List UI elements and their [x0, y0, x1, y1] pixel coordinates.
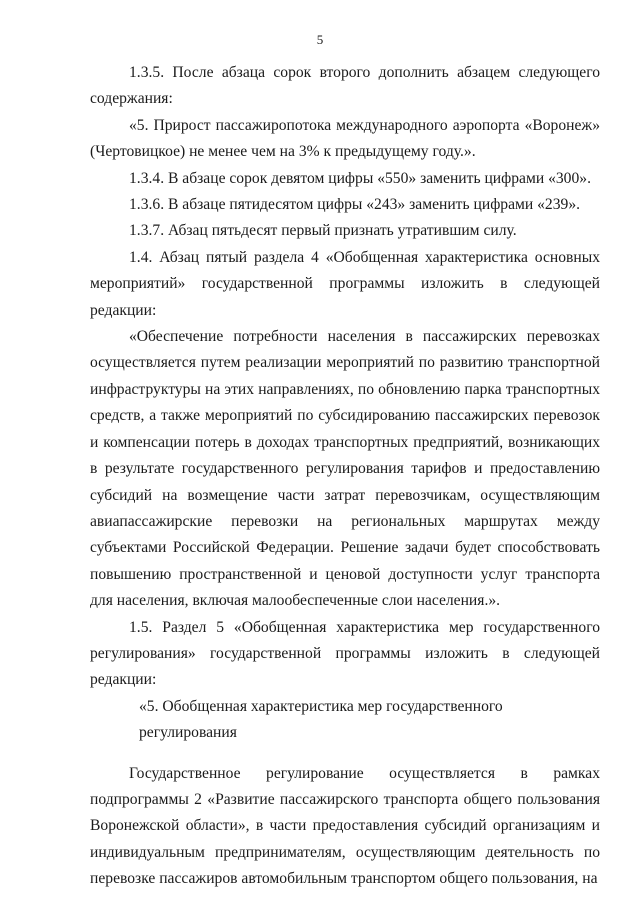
section-heading: «5. Обобщенная характеристика мер государственного регулирования	[139, 697, 503, 742]
paragraph-1-5: 1.5. Раздел 5 «Обобщенная характеристика мер государственного регулирования» государственной программы изложить в следующей редакции:	[90, 618, 600, 689]
paragraph-1-4: 1.4. Абзац пятый раздела 4 «Обобщенная характеристика основных мероприятий» государственной программы изложить в следующей редакции:	[90, 248, 600, 319]
paragraph-1-3-7: 1.3.7. Абзац пятьдесят первый признать утратившим силу.	[129, 222, 517, 240]
paragraph-quote-transport-needs: «Обеспечение потребности населения в пассажирских перевозках осуществляется путем реализации мероприятий по развитию транспортной инфраструктуры на этих направлениях, по обновлению парка транспортных средств, а также мероприятий по субсидированию пассажирских перевозок и компенсации потерь в доходах транспортных предприятий, возникающих в результате государственного регулирования тарифов и предоставлению субсидий на возмещение части затрат перевозчикам, осуществляющим авиапассажирские перевозки на региональных маршрутах между субъектами Российской Федерации. Решение задачи будет способствовать повышению пространственной и ценовой доступности услуг транспорта для населения, включая малообеспеченные слои населения.».	[90, 328, 600, 610]
page-number: 5	[316, 32, 324, 47]
paragraph-1-3-5: 1.3.5. После абзаца сорок второго дополнить абзацем следующего содержания:	[90, 64, 600, 108]
spacer	[90, 747, 600, 761]
paragraph-1-3-6: 1.3.6. В абзаце пятидесятом цифры «243» заменить цифрами «239».	[129, 196, 581, 214]
paragraph-state-regulation: Государственное регулирование осуществляется в рамках подпрограммы 2 «Развитие пассажирского транспорта общего пользования Воронежской области», в части предоставления субсидий организациям и индивидуальным предпринимателям, осуществляющим деятельность по перевозке пассажиров автомобильным транспортом общего пользования, на	[90, 764, 600, 888]
paragraph-quote-passenger-growth: «5. Прирост пассажиропотока международного аэропорта «Воронеж» (Чертовицкое) не менее чем на 3% к предыдущему году.».	[90, 116, 600, 161]
document-body	[90, 60, 600, 893]
paragraph-1-3-4: 1.3.4. В абзаце сорок девятом цифры «550» заменить цифрами «300».	[129, 169, 591, 187]
